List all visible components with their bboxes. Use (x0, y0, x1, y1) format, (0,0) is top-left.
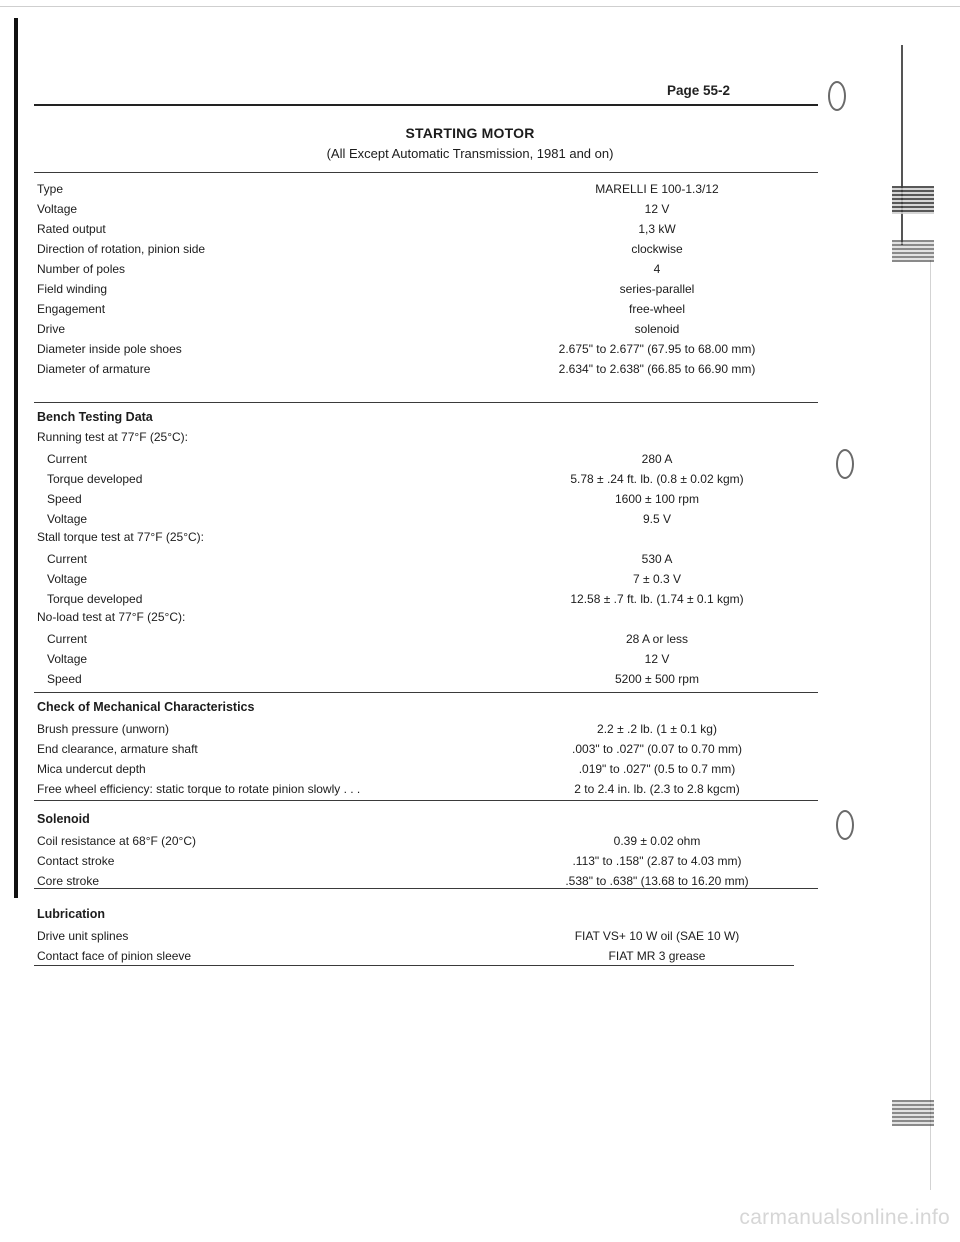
spec-row: Voltage 7 ± 0.3 V (47, 572, 681, 586)
test-subheading: No-load test at 77°F (25°C): (37, 610, 186, 624)
test-subheading: Stall torque test at 77°F (25°C): (37, 530, 205, 544)
right-edge-bar (901, 45, 903, 245)
spec-row: Speed 5200 ± 500 rpm (47, 672, 699, 686)
spec-row: Drive solenoid (37, 322, 680, 336)
spec-row: Free wheel efficiency: static torque to rotate pinion slowly . . . 2 to 2.4 in. lb. (2.3 to 2.8 kgcm) (37, 782, 740, 796)
spec-row: Contact stroke .113" to .158" (2.87 to 4.03 mm) (37, 854, 742, 868)
spec-row: Core stroke .538" to .638" (13.68 to 16.20 mm) (37, 874, 749, 888)
section-divider (34, 692, 818, 693)
spec-row: End clearance, armature shaft .003" to .027" (0.07 to 0.70 mm) (37, 742, 742, 756)
section-divider (34, 800, 818, 801)
spec-row: Voltage 9.5 V (47, 512, 672, 526)
binder-hole-icon (828, 81, 846, 111)
section-divider (34, 965, 794, 966)
page-subtitle: (All Except Automatic Transmission, 1981 and on) (326, 146, 614, 161)
spec-row: Diameter inside pole shoes 2.675" to 2.677" (67.95 to 68.00 mm) (37, 342, 756, 356)
spec-row: Coil resistance at 68°F (20°C) 0.39 ± 0.02 ohm (37, 834, 701, 848)
spec-row: Direction of rotation, pinion side clockwise (37, 242, 683, 256)
section-divider (34, 402, 818, 403)
spec-row: Current 280 A (47, 452, 673, 466)
section-heading: Bench Testing Data (37, 410, 153, 424)
header-rule (34, 104, 818, 106)
spec-row: Drive unit splines FIAT VS+ 10 W oil (SAE 10 W) (37, 929, 740, 943)
binder-hole-icon (836, 810, 854, 840)
spec-row: Speed 1600 ± 100 rpm (47, 492, 699, 506)
spec-row: Engagement free-wheel (37, 302, 686, 316)
binder-hole-icon (836, 449, 854, 479)
test-subheading: Running test at 77°F (25°C): (37, 430, 189, 444)
index-tab-mark (892, 240, 934, 262)
watermark: carmanualsonline.info (739, 1206, 950, 1229)
index-tab-mark (892, 186, 934, 214)
spec-row: Torque developed 5.78 ± .24 ft. lb. (0.8 ± 0.02 kgm) (47, 472, 744, 486)
spec-row: Contact face of pinion sleeve FIAT MR 3 grease (37, 949, 706, 963)
spec-row: Voltage 12 V (47, 652, 670, 666)
spec-row: Torque developed 12.58 ± .7 ft. lb. (1.74 ± 0.1 kgm) (47, 592, 744, 606)
scan-edge-line (0, 6, 960, 7)
page-number: Page 55-2 (666, 83, 730, 98)
section-heading: Solenoid (37, 812, 90, 826)
right-margin-line (930, 260, 931, 1190)
spec-row: Current 28 A or less (47, 632, 689, 646)
binding-edge-bar (14, 18, 18, 898)
index-tab-mark (892, 1100, 934, 1126)
spec-row: Current 530 A (47, 552, 673, 566)
spec-row: Field winding series-parallel (37, 282, 695, 296)
spec-row: Rated output 1,3 kW (37, 222, 676, 236)
spec-row: Type MARELLI E 100-1.3/12 (37, 182, 719, 196)
spec-row: Mica undercut depth .019" to .027" (0.5 to 0.7 mm) (37, 762, 736, 776)
spec-row: Diameter of armature 2.634" to 2.638" (66.85 to 66.90 mm) (37, 362, 756, 376)
section-heading: Check of Mechanical Characteristics (37, 700, 255, 714)
section-divider (34, 172, 818, 173)
spec-row: Brush pressure (unworn) 2.2 ± .2 lb. (1 ± 0.1 kg) (37, 722, 717, 736)
page-title: STARTING MOTOR (405, 125, 535, 141)
spec-row: Voltage 12 V (37, 202, 670, 216)
section-heading: Lubrication (37, 907, 106, 921)
spec-row: Number of poles 4 (37, 262, 661, 276)
